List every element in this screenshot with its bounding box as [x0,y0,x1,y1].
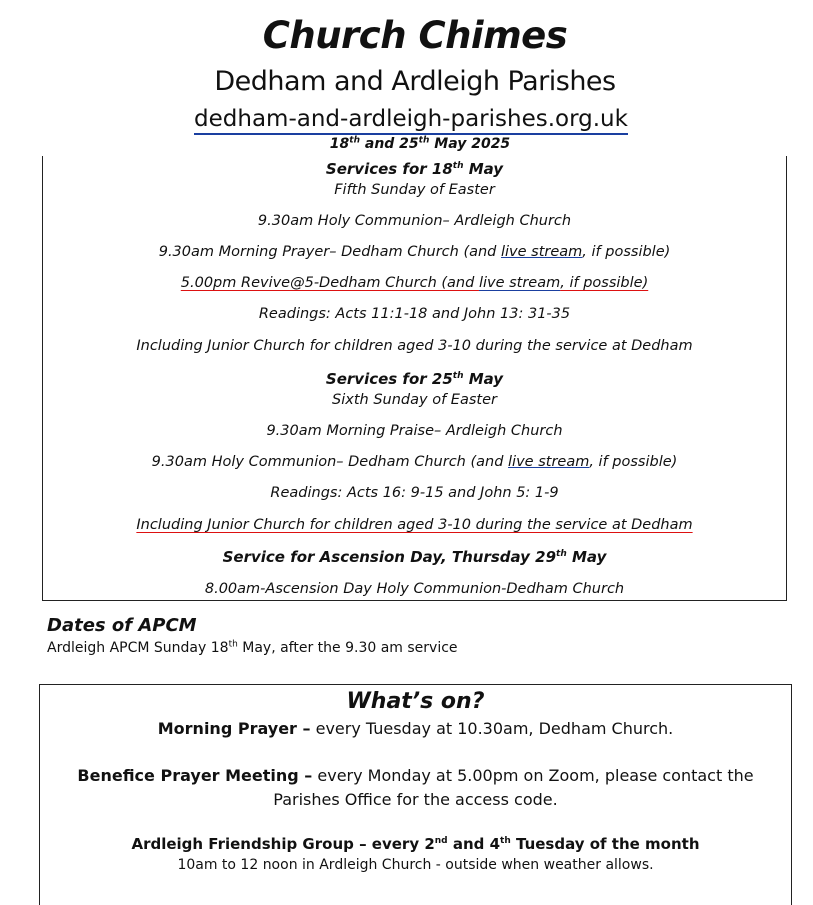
benefice-prayer-item: Benefice Prayer Meeting – every Monday at 5.00pm on Zoom, please contact the [77,766,754,785]
services-25-sunday: Sixth Sunday of Easter [332,392,497,408]
services-18-junior-church: Including Junior Church for children aged 3-10 during the service at Dedham [136,338,693,354]
services-18-heading: Services for 18th May [325,160,504,178]
services-box [42,156,787,601]
live-stream-link[interactable]: live stream [478,275,561,291]
morning-prayer-item: Morning Prayer – every Tuesday at 10.30am, Dedham Church. [157,719,674,738]
services-18-line3: 5.00pm Revive@5-Dedham Church (and live stream, if possible) [180,275,649,291]
services-25-line1: 9.30am Morning Praise– Ardleigh Church [266,423,563,439]
whats-on-heading: What’s on? [346,689,485,714]
friendship-group-item: Ardleigh Friendship Group – every 2nd and 4th Tuesday of the month [131,835,700,853]
live-stream-link[interactable]: live stream [508,454,590,470]
website-link-text[interactable]: dedham-and-ardleigh-parishes.org.uk [194,106,628,135]
services-18-line1: 9.30am Holy Communion– Ardleigh Church [257,213,572,229]
parish-subtitle: Dedham and Ardleigh Parishes [214,66,616,97]
services-18-line2: 9.30am Morning Prayer– Dedham Church (and live stream, if possible) [158,244,671,260]
issue-dates: 18th and 25th May 2025 [329,135,511,152]
services-25-heading: Services for 25th May [325,370,504,388]
apcm-text: Ardleigh APCM Sunday 18th May, after the 9.30 am service [47,639,458,656]
website-link[interactable] [0,106,813,132]
services-25-readings: Readings: Acts 16: 9-15 and John 5: 1-9 [270,485,559,501]
apcm-heading: Dates of APCM [47,615,197,636]
live-stream-link[interactable]: live stream [500,244,583,260]
whats-on-box [39,684,792,905]
services-18-readings: Readings: Acts 11:1-18 and John 13: 31-35 [258,306,571,322]
services-25-junior-church: Including Junior Church for children aged 3-10 during the service at Dedham [136,517,693,533]
ascension-heading: Service for Ascension Day, Thursday 29th May [222,548,607,566]
services-25-line2: 9.30am Holy Communion– Dedham Church (and live stream, if possible) [151,454,678,470]
newsletter-title: Church Chimes [262,14,568,57]
friendship-group-details: 10am to 12 noon in Ardleigh Church - outside when weather allows. [177,857,654,873]
benefice-prayer-item-line2: Parishes Office for the access code. [273,790,558,809]
ascension-service: 8.00am-Ascension Day Holy Communion-Dedham Church [204,581,625,597]
services-18-sunday: Fifth Sunday of Easter [334,182,495,198]
